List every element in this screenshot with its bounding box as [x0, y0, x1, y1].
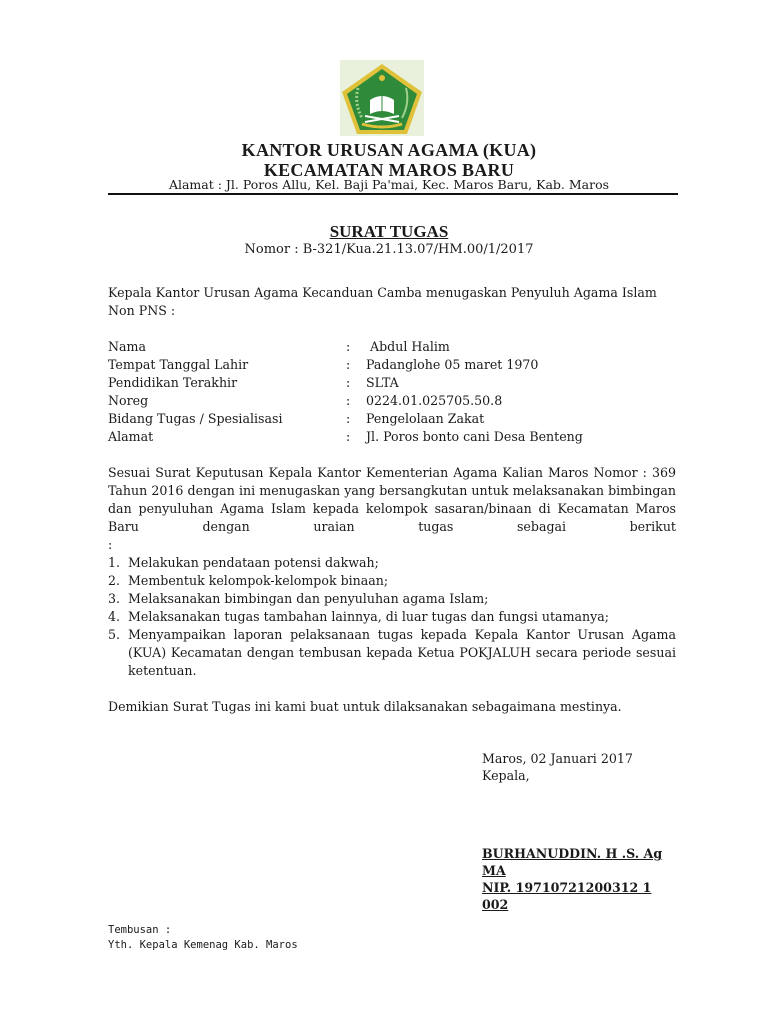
- detail-label: Pendidikan Terakhir: [108, 375, 238, 390]
- detail-row-education: [108, 374, 676, 392]
- office-address: Alamat : Jl. Poros Allu, Kel. Baji Pa'mai, Kec. Maros Baru, Kab. Maros: [168, 177, 610, 192]
- office-name: KANTOR URUSAN AGAMA (KUA): [241, 140, 537, 160]
- district-name: KECAMATAN MAROS BARU: [263, 160, 515, 180]
- signer-name: BURHANUDDIN. H .S. Ag MA: [482, 846, 663, 878]
- task-item: [108, 626, 676, 680]
- detail-value: Abdul Halim: [366, 339, 450, 354]
- document-number: Nomor : B-321/Kua.21.13.07/HM.00/1/2017: [244, 242, 534, 257]
- detail-label: Alamat: [108, 429, 154, 444]
- detail-value: Jl. Poros bonto cani Desa Benteng: [366, 429, 583, 444]
- detail-separator: :: [346, 429, 351, 444]
- task-item: [108, 608, 676, 626]
- task-number: 4.: [108, 609, 121, 624]
- detail-row-nama: [108, 338, 676, 356]
- document-title: SURAT TUGAS: [329, 222, 449, 241]
- detail-value: SLTA: [366, 375, 399, 390]
- closing-paragraph: Demikian Surat Tugas ini kami buat untuk dilaksanakan sebagaimana mestinya.: [108, 699, 622, 714]
- task-number: 5.: [108, 627, 121, 642]
- cc-label: Tembusan :: [108, 924, 172, 936]
- detail-separator: :: [346, 393, 351, 408]
- place-date: Maros, 02 Januari 2017: [482, 751, 633, 766]
- detail-separator: :: [346, 357, 351, 372]
- assignee-details: [108, 338, 676, 446]
- detail-label: Bidang Tugas / Spesialisasi: [108, 411, 283, 426]
- detail-value: Pengelolaan Zakat: [366, 411, 485, 426]
- task-item: [108, 572, 676, 590]
- signer-nip: NIP. 19710721200312 1 002: [482, 880, 652, 912]
- task-text: Membentuk kelompok-kelompok binaan;: [128, 573, 389, 588]
- task-number: 3.: [108, 591, 121, 606]
- task-text: Melakukan pendataan potensi dakwah;: [128, 555, 379, 570]
- task-text: Menyampaikan laporan pelaksanaan tugas kepada Kepala Kantor Urusan Agama (KUA) Kecamatan dengan tembusan kepada Ketua POKJALUH secara periode sesuai ketentuan.: [128, 627, 676, 678]
- signer-position: Kepala,: [482, 768, 530, 783]
- task-number: 2.: [108, 573, 121, 588]
- decree-colon: :: [108, 537, 113, 552]
- detail-label: Tempat Tanggal Lahir: [108, 357, 249, 372]
- detail-row-birth: [108, 356, 676, 374]
- task-item: [108, 554, 676, 572]
- task-list: [108, 554, 676, 680]
- cc-recipient: Yth. Kepala Kemenag Kab. Maros: [108, 939, 298, 951]
- detail-row-specialization: [108, 410, 676, 428]
- detail-value: 0224.01.025705.50.8: [366, 393, 503, 408]
- letterhead-divider: [108, 193, 678, 195]
- task-text: Melaksanakan tugas tambahan lainnya, di luar tugas dan fungsi utamanya;: [128, 609, 609, 624]
- detail-label: Nama: [108, 339, 146, 354]
- task-number: 1.: [108, 555, 121, 570]
- kemenag-logo-icon: [332, 58, 432, 138]
- detail-label: Noreg: [108, 393, 149, 408]
- decree-paragraph: Sesuai Surat Keputusan Kepala Kantor Kementerian Agama Kalian Maros Nomor : 369 Tahun 2016 dengan ini menugaskan yang bersangkutan untuk melaksanakan bimbingan dan penyuluhan Agama Islam kepada kelompok sasaran/binaan di Kecamatan Maros Baru dengan uraian tugas sebagai berikut: [108, 465, 676, 534]
- intro-paragraph: Kepala Kantor Urusan Agama Kecanduan Camba menugaskan Penyuluh Agama Islam Non PNS :: [108, 285, 657, 318]
- detail-separator: :: [346, 411, 351, 426]
- task-item: [108, 590, 676, 608]
- detail-value: Padanglohe 05 maret 1970: [366, 357, 539, 372]
- detail-separator: :: [346, 339, 351, 354]
- task-text: Melaksanakan bimbingan dan penyuluhan agama Islam;: [128, 591, 489, 606]
- detail-row-address: [108, 428, 676, 446]
- detail-row-noreg: [108, 392, 676, 410]
- detail-separator: :: [346, 375, 351, 390]
